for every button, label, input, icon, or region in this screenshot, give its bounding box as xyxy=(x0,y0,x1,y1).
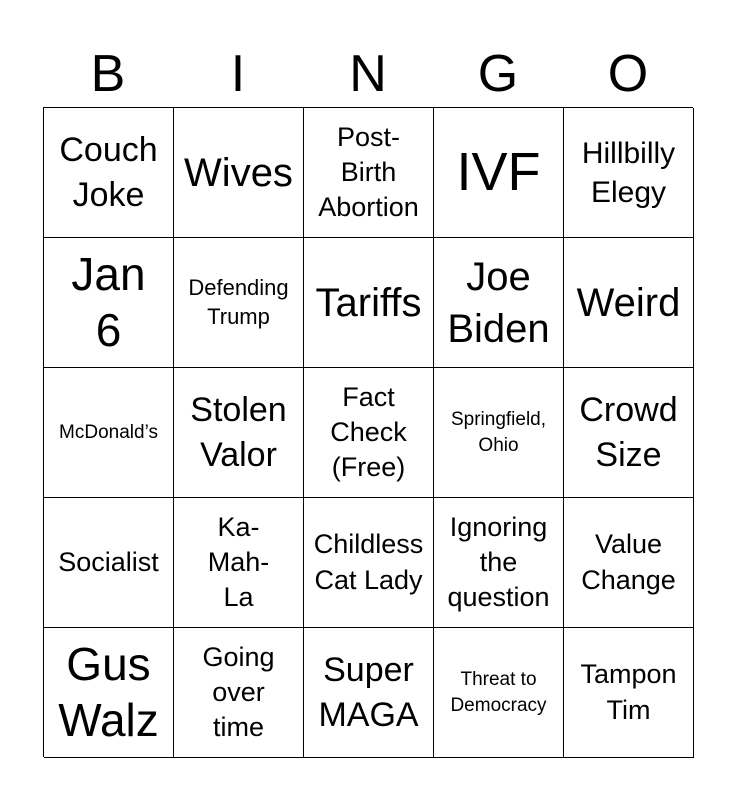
bingo-cell[interactable] xyxy=(564,628,694,758)
bingo-cell-label: Crowd Size xyxy=(579,391,678,474)
bingo-cell[interactable] xyxy=(304,368,434,498)
bingo-cell[interactable] xyxy=(174,238,304,368)
bingo-cell-label: McDonald’s xyxy=(59,421,158,443)
bingo-cell[interactable] xyxy=(434,238,564,368)
header-letter-o: O xyxy=(607,45,649,103)
bingo-cell[interactable] xyxy=(304,498,434,628)
header-letter-i: I xyxy=(230,45,246,103)
bingo-cell-label: Post- Birth Abortion xyxy=(318,121,419,223)
bingo-cell-label: Going over time xyxy=(202,641,275,743)
bingo-cell[interactable] xyxy=(174,368,304,498)
bingo-cell-label: Threat to Democracy xyxy=(450,668,547,716)
header-letter-n: N xyxy=(349,45,387,103)
bingo-grid xyxy=(43,107,693,757)
bingo-cell[interactable] xyxy=(304,108,434,238)
bingo-cell-label: Hillbilly Elegy xyxy=(581,136,676,209)
header-letter-b: B xyxy=(90,45,126,103)
bingo-cell-label: Jan 6 xyxy=(71,248,146,356)
bingo-cell[interactable] xyxy=(44,108,174,238)
bingo-cell-label: Ka- Mah- La xyxy=(207,511,270,613)
bingo-cell-label: Springfield, Ohio xyxy=(450,408,547,456)
bingo-cell[interactable] xyxy=(44,238,174,368)
bingo-cell-label: Tariffs xyxy=(315,280,422,325)
bingo-cell[interactable] xyxy=(434,498,564,628)
bingo-cell[interactable] xyxy=(304,238,434,368)
bingo-cell-label: Defending Trump xyxy=(188,274,289,329)
bingo-cell[interactable] xyxy=(174,498,304,628)
bingo-cell[interactable] xyxy=(434,368,564,498)
bingo-cell[interactable] xyxy=(304,628,434,758)
bingo-cell[interactable] xyxy=(564,498,694,628)
bingo-cell-label: Value Change xyxy=(581,529,676,595)
bingo-cell[interactable] xyxy=(434,628,564,758)
bingo-cell-label: Childless Cat Lady xyxy=(313,529,424,595)
bingo-cell-label: Tampon Tim xyxy=(580,659,677,725)
bingo-cell-label: Super MAGA xyxy=(318,651,419,734)
bingo-cell-label: Socialist xyxy=(58,546,159,577)
bingo-cell-label: Fact Check (Free) xyxy=(330,381,407,483)
bingo-cell[interactable] xyxy=(434,108,564,238)
bingo-cell[interactable] xyxy=(564,108,694,238)
bingo-cell-label: Joe Biden xyxy=(447,254,550,351)
bingo-cell[interactable] xyxy=(44,498,174,628)
bingo-cell-label: Couch Joke xyxy=(59,131,158,214)
bingo-cell-label: Ignoring the question xyxy=(447,511,550,613)
bingo-cell[interactable] xyxy=(174,108,304,238)
bingo-cell[interactable] xyxy=(174,628,304,758)
bingo-cell-label: Stolen Valor xyxy=(190,391,287,474)
header-letter-g: G xyxy=(477,45,519,103)
bingo-cell-label: Wives xyxy=(184,150,293,195)
bingo-header xyxy=(43,42,693,106)
bingo-cell-label: Gus Walz xyxy=(58,638,159,746)
bingo-cell[interactable] xyxy=(564,368,694,498)
bingo-cell[interactable] xyxy=(44,628,174,758)
bingo-cell[interactable] xyxy=(564,238,694,368)
bingo-cell[interactable] xyxy=(44,368,174,498)
bingo-cell-label: Weird xyxy=(576,280,681,325)
bingo-cell-label: IVF xyxy=(456,142,541,203)
